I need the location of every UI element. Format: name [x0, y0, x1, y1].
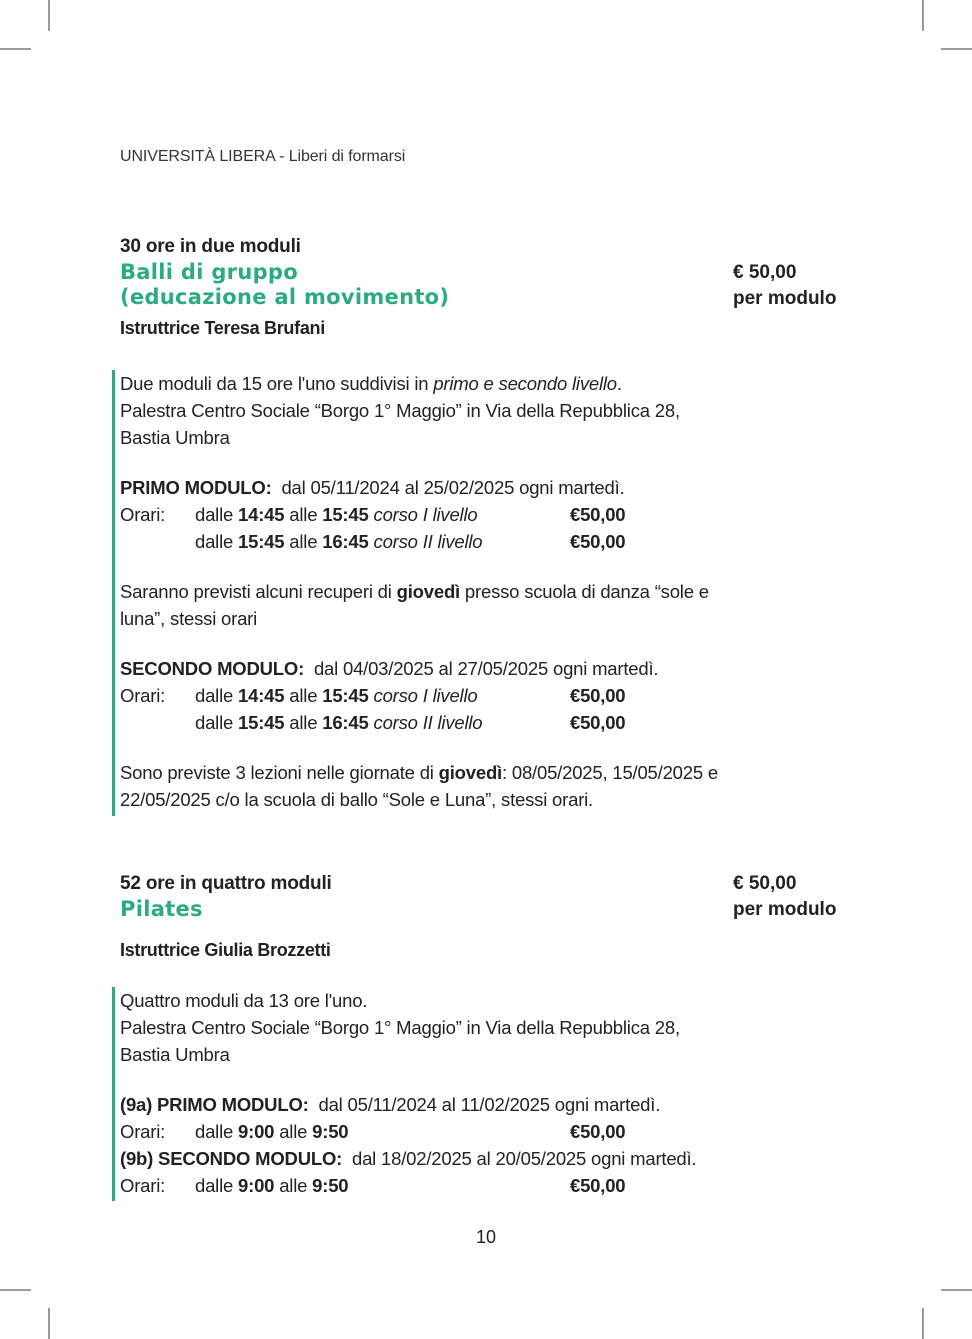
schedule-fee: €50,00 [570, 531, 626, 552]
schedule-row: Orari: dalle 14:45 alle 15:45 corso I livello €50,00 [120, 682, 718, 709]
course-details [112, 987, 696, 1201]
crop-mark [922, 0, 924, 31]
course-hours: 52 ore in quattro moduli [120, 873, 332, 894]
module-heading: SECONDO MODULO: dal 04/03/2025 al 27/05/2025 ogni martedì. [120, 658, 659, 679]
schedule-row: Orari: dalle 14:45 alle 15:45 corso I livello €50,00 [120, 501, 718, 528]
course-intro: Due moduli da 15 ore l'uno suddivisi in primo e secondo livello. [120, 373, 622, 394]
page-number: 10 [475, 1227, 497, 1247]
course-intro: Quattro moduli da 13 ore l'uno. [120, 990, 368, 1011]
schedule-fee: €50,00 [570, 712, 626, 733]
crop-mark [941, 1289, 972, 1291]
price-value: € 50,00 [733, 873, 797, 894]
course-instructor: Istruttrice Teresa Brufani [120, 318, 325, 338]
course-location: Bastia Umbra [120, 1044, 230, 1065]
course-title-line: Pilates [120, 897, 203, 921]
course-instructor: Istruttrice Giulia Brozzetti [120, 940, 331, 960]
course-location: Palestra Centro Sociale “Borgo 1° Maggio” in Via della Repubblica 28, [120, 400, 680, 421]
crop-mark [922, 1308, 924, 1339]
course-price [733, 871, 836, 923]
running-head: UNIVERSITÀ LIBERA - Liberi di formarsi [120, 148, 406, 165]
course-balli-di-gruppo [120, 234, 860, 810]
course-note: Sono previste 3 lezioni nelle giornate di giovedì: 08/05/2025, 15/05/2025 e [120, 762, 718, 783]
course-pilates [120, 871, 860, 1196]
module-heading: PRIMO MODULO: dal 05/11/2024 al 25/02/2025 ogni martedì. [120, 477, 625, 498]
schedule-fee: €50,00 [570, 685, 626, 706]
price-unit: per modulo [733, 288, 837, 309]
schedule-fee: €50,00 [570, 1121, 626, 1142]
course-note: luna”, stessi orari [120, 608, 258, 629]
crop-mark [0, 1289, 31, 1291]
course-header [120, 871, 860, 961]
crop-mark [0, 48, 31, 50]
schedule-row: dalle 15:45 alle 16:45 corso II livello €50,00 [120, 709, 718, 736]
course-price [733, 260, 836, 312]
course-details [112, 370, 718, 816]
course-location: Bastia Umbra [120, 427, 230, 448]
crop-mark [48, 0, 50, 31]
course-hours: 30 ore in due moduli [120, 236, 301, 257]
schedule-row: dalle 15:45 alle 16:45 corso II livello €50,00 [120, 528, 718, 555]
course-header [120, 234, 860, 339]
price-value: € 50,00 [733, 262, 797, 283]
schedule-fee: €50,00 [570, 504, 626, 525]
course-location: Palestra Centro Sociale “Borgo 1° Maggio” in Via della Repubblica 28, [120, 1017, 680, 1038]
module-heading: (9a) PRIMO MODULO: dal 05/11/2024 al 11/02/2025 ogni martedì. [120, 1094, 661, 1115]
schedule-row: Orari: dalle 9:00 alle 9:50 €50,00 [120, 1172, 696, 1199]
course-title-line: Balli di gruppo [120, 260, 298, 284]
price-unit: per modulo [733, 899, 837, 920]
crop-mark [941, 48, 972, 50]
module-heading: (9b) SECONDO MODULO: dal 18/02/2025 al 20/05/2025 ogni martedì. [120, 1148, 697, 1169]
schedule-fee: €50,00 [570, 1175, 626, 1196]
course-note: 22/05/2025 c/o la scuola di ballo “Sole e Luna”, stessi orari. [120, 789, 593, 810]
course-note: Saranno previsti alcuni recuperi di giovedì presso scuola di danza “sole e [120, 581, 709, 602]
course-title-line: (educazione al movimento) [120, 285, 450, 309]
crop-mark [48, 1308, 50, 1339]
schedule-row: Orari: dalle 9:00 alle 9:50 €50,00 [120, 1118, 696, 1145]
